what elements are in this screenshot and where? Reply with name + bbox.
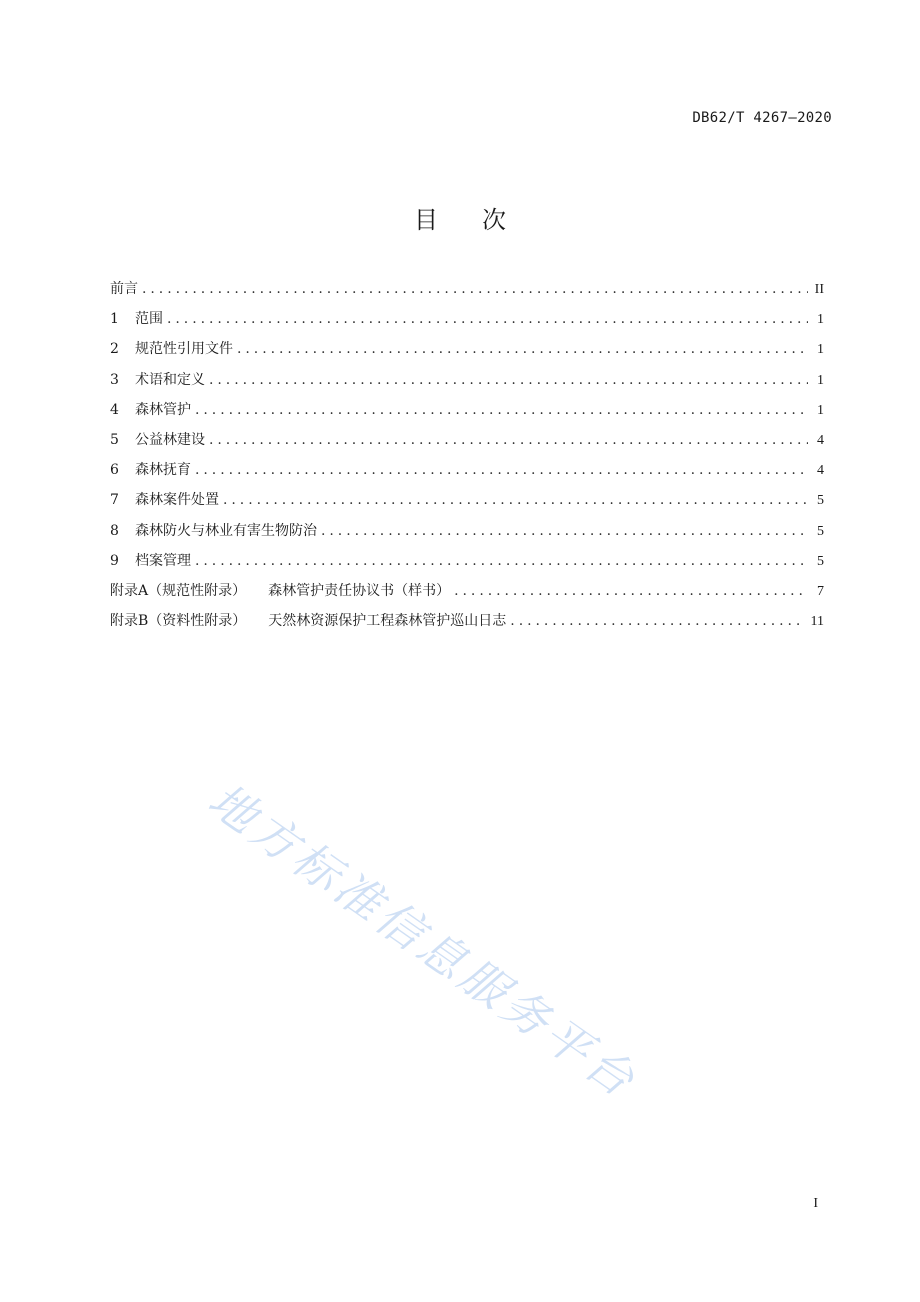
toc-entry-page: 1 xyxy=(817,342,824,358)
toc-entry-number: 8 xyxy=(110,522,119,539)
toc-entry-page: II xyxy=(814,282,824,297)
toc-entry-label: 森林防火与林业有害生物防治 xyxy=(135,522,317,539)
toc-title: 目次 xyxy=(414,206,550,234)
toc-appendix-prefix: 附录B（资料性附录） xyxy=(110,613,247,630)
toc-entry-page: 4 xyxy=(817,463,824,479)
toc-entry-number: 1 xyxy=(110,311,119,328)
toc-entry-label: 范围 xyxy=(135,311,163,328)
toc-entry-label: 术语和定义 xyxy=(135,371,205,388)
toc-dot-leader xyxy=(237,337,808,361)
toc-entry-page: 5 xyxy=(817,493,824,509)
toc-entry-6[interactable] xyxy=(110,458,824,488)
toc-entry-appendix-b[interactable] xyxy=(110,609,824,639)
toc-entry-8[interactable] xyxy=(110,519,824,549)
toc-entry-3[interactable] xyxy=(110,368,824,398)
toc-entry-number: 9 xyxy=(110,552,119,569)
toc-dot-leader xyxy=(223,488,808,512)
toc-entry-number: 7 xyxy=(110,492,119,509)
toc-entry-number: 3 xyxy=(110,371,119,388)
toc-entry-number: 6 xyxy=(110,462,119,479)
toc-entry-label: 森林管护 xyxy=(135,401,191,418)
toc-dot-leader xyxy=(195,458,808,482)
toc-dot-leader xyxy=(510,609,804,633)
toc-entry-label: 规范性引用文件 xyxy=(135,341,233,358)
toc-entry-label: 档案管理 xyxy=(135,552,191,569)
toc-entry-label: 森林管护责任协议书（样书） xyxy=(268,582,451,599)
toc-entry-page: 11 xyxy=(810,614,824,630)
toc-entry-page: 7 xyxy=(817,583,824,599)
toc-entry-number: 2 xyxy=(110,341,119,358)
toc-dot-leader xyxy=(167,307,808,331)
toc-dot-leader xyxy=(142,277,808,301)
toc-entry-label: 森林抚育 xyxy=(135,462,191,479)
toc-entry-2[interactable] xyxy=(110,337,824,367)
toc-entry-appendix-a[interactable] xyxy=(110,579,824,609)
watermark: 地方标准信息服务平台 xyxy=(198,772,648,1110)
toc-entry-page: 5 xyxy=(817,553,824,569)
toc-entry-page: 4 xyxy=(817,432,824,448)
toc-entry-5[interactable] xyxy=(110,428,824,458)
toc-entry-page: 1 xyxy=(817,402,824,418)
toc-entry-label: 天然林资源保护工程森林管护巡山日志 xyxy=(268,613,507,630)
toc-dot-leader xyxy=(209,368,808,392)
toc-entry-label: 森林案件处置 xyxy=(135,492,219,509)
toc-entry-4[interactable] xyxy=(110,398,824,428)
toc-dot-leader xyxy=(209,428,808,452)
toc-entry-label: 公益林建设 xyxy=(135,431,205,448)
page-number: I xyxy=(813,1196,818,1211)
table-of-contents xyxy=(110,277,824,639)
toc-dot-leader xyxy=(195,398,808,422)
toc-dot-leader xyxy=(321,519,808,543)
toc-entry-number: 5 xyxy=(110,431,119,448)
toc-entry-number: 4 xyxy=(110,401,119,418)
toc-entry-9[interactable] xyxy=(110,549,824,579)
toc-entry-1[interactable] xyxy=(110,307,824,337)
toc-entry-page: 1 xyxy=(817,312,824,328)
toc-entry-7[interactable] xyxy=(110,488,824,518)
toc-appendix-prefix: 附录A（规范性附录） xyxy=(110,582,247,599)
toc-entry-page: 1 xyxy=(817,372,824,388)
document-code: DB62/T 4267—2020 xyxy=(692,110,832,126)
toc-entry-foreword[interactable] xyxy=(110,277,824,307)
toc-dot-leader xyxy=(195,549,808,573)
toc-entry-label: 前言 xyxy=(110,281,138,297)
toc-dot-leader xyxy=(454,579,808,603)
toc-entry-page: 5 xyxy=(817,523,824,539)
